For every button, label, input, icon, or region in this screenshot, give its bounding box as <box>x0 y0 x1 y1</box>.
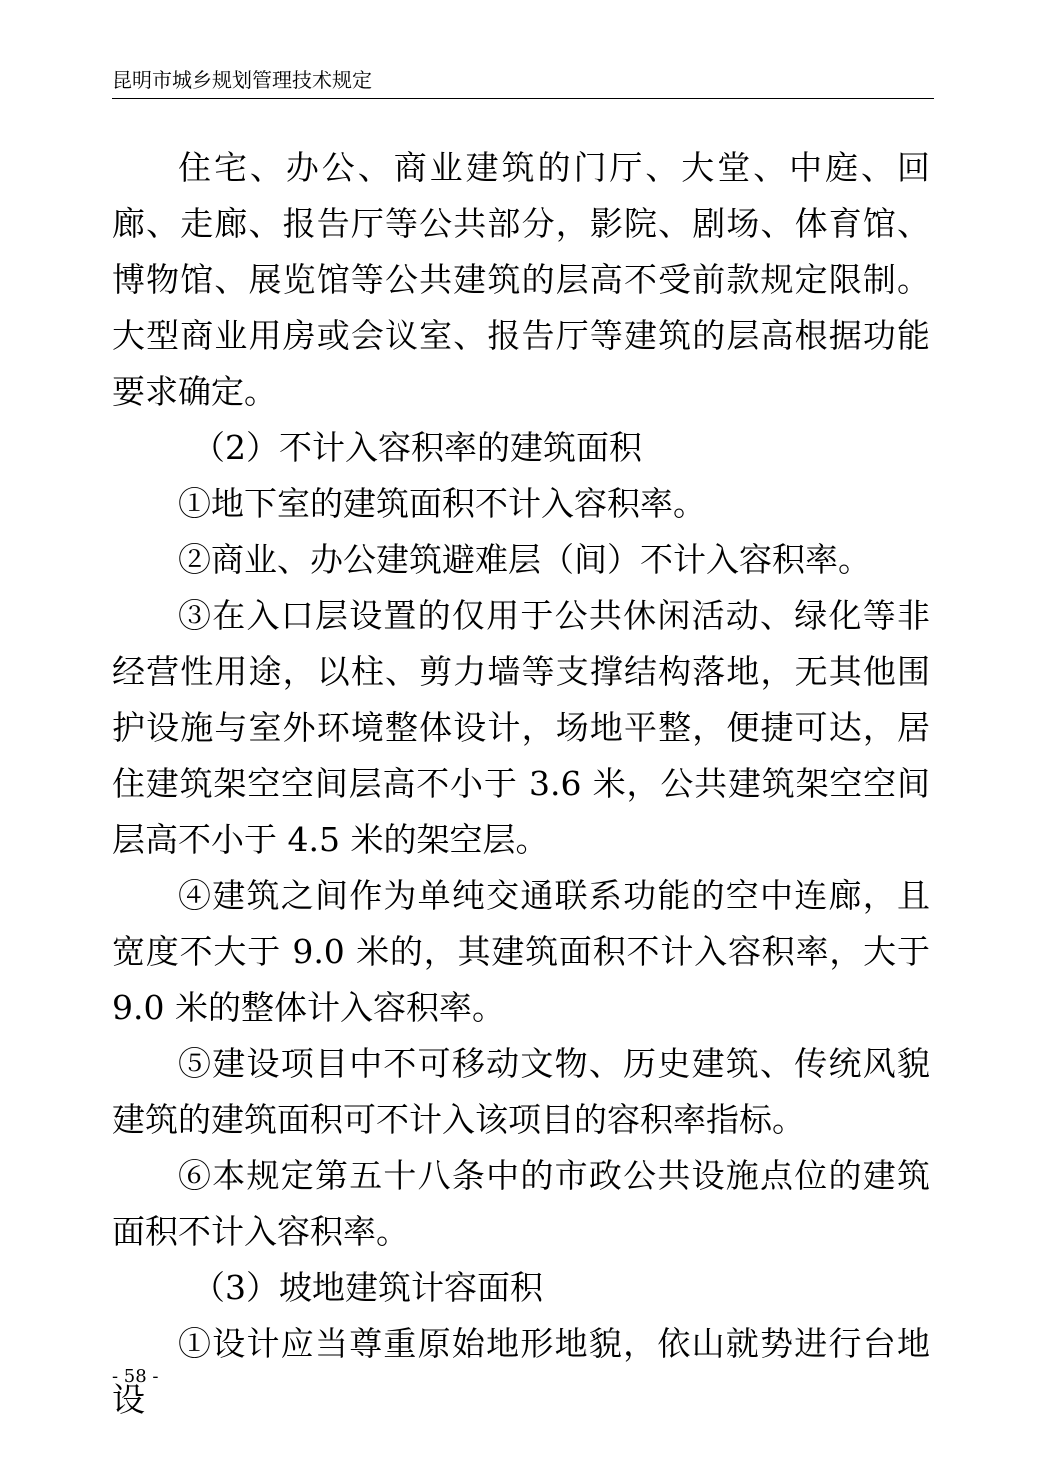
item-municipal-facilities: ⑥本规定第五十八条中的市政公共设施点位的建筑面积不计入容积率。 <box>112 1156 930 1251</box>
item-terrain-design: ①设计应当尊重原始地形地貌，依山就势进行台地设 <box>112 1324 930 1419</box>
item-refuge-floor: ②商业、办公建筑避难层（间）不计入容积率。 <box>178 540 871 579</box>
section-heading-non-far-area: （2）不计入容积率的建筑面积 <box>192 428 642 467</box>
header-title: 昆明市城乡规划管理技术规定 <box>112 68 372 92</box>
document-body <box>112 140 930 1428</box>
page-number: - 58 - <box>112 1366 159 1387</box>
item-heritage-buildings: ⑤建设项目中不可移动文物、历史建筑、传统风貌建筑的建筑面积可不计入该项目的容积率指标。 <box>112 1044 930 1139</box>
item-basement: ①地下室的建筑面积不计入容积率。 <box>178 484 706 523</box>
page-header <box>112 60 934 99</box>
item-sky-corridor: ④建筑之间作为单纯交通联系功能的空中连廊，且宽度不大于 9.0 米的，其建筑面积不计入容积率，大于 9.0 米的整体计入容积率。 <box>112 876 930 1027</box>
section-heading-slope-buildings: （3）坡地建筑计容面积 <box>192 1268 543 1307</box>
paragraph-floor-height-exemption: 住宅、办公、商业建筑的门厅、大堂、中庭、回廊、走廊、报告厅等公共部分，影院、剧场、体育馆、博物馆、展览馆等公共建筑的层高不受前款规定限制。大型商业用房或会议室、报告厅等建筑的层高根据功能要求确定。 <box>112 148 930 411</box>
item-stilt-floor: ③在入口层设置的仅用于公共休闲活动、绿化等非经营性用途，以柱、剪力墙等支撑结构落地，无其他围护设施与室外环境整体设计，场地平整，便捷可达，居住建筑架空空间层高不小于 3.6 米，公共建筑架空空间层高不小于 4.5 米的架空层。 <box>112 596 930 859</box>
